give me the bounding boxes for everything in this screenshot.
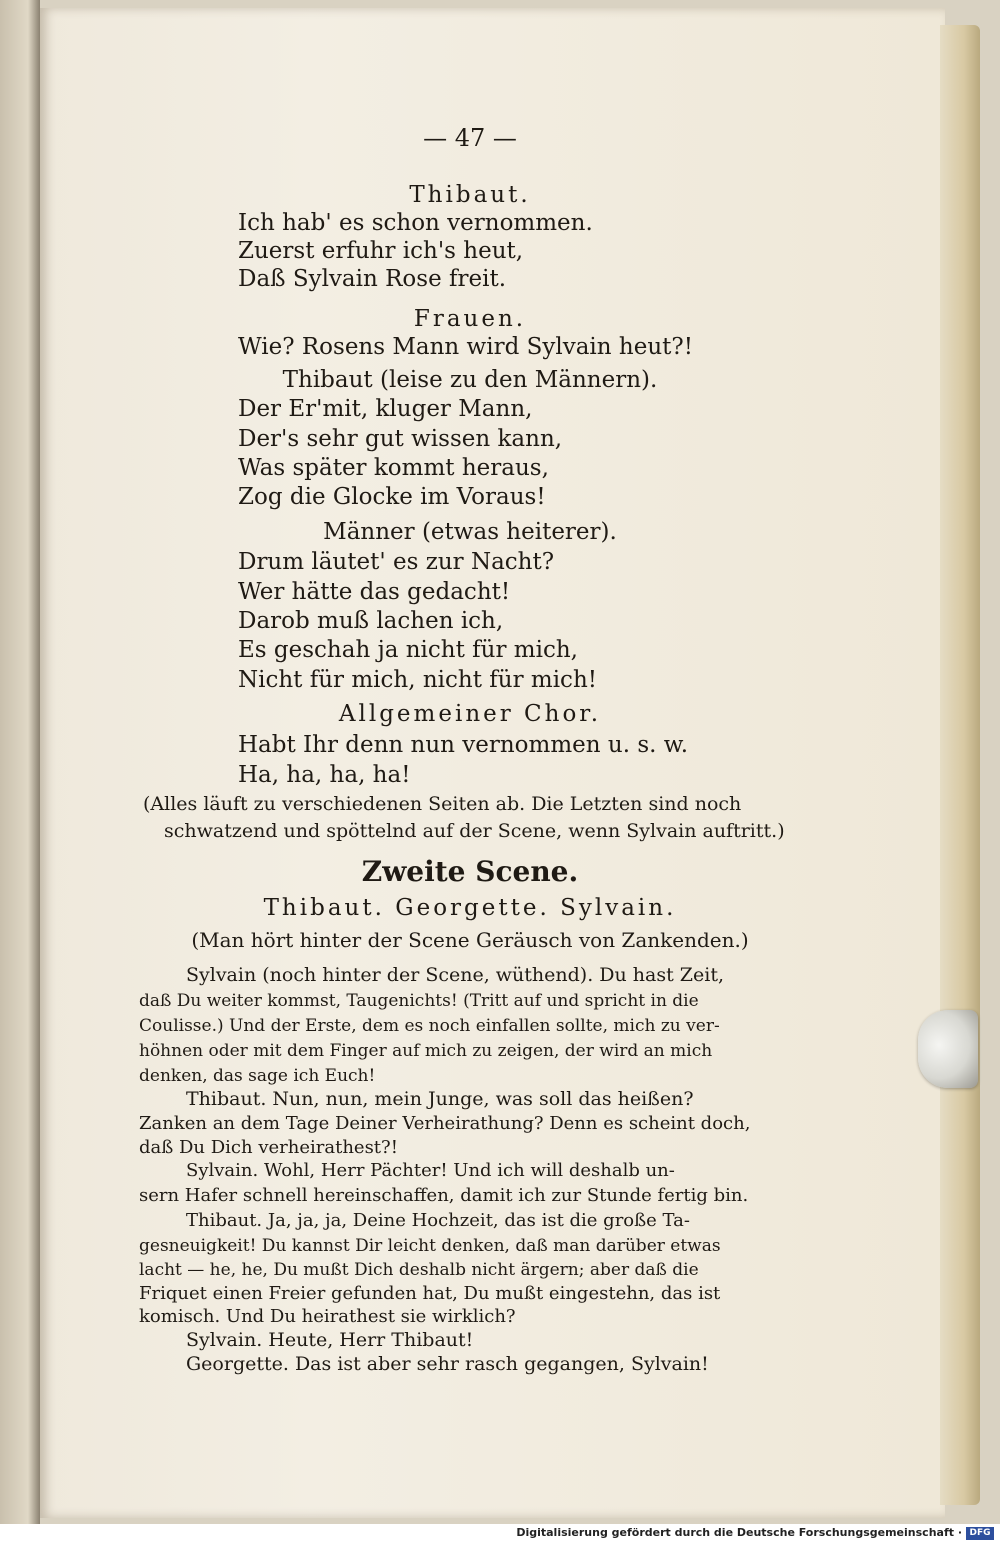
verse-line: Es geschah ja nicht für mich, [238,637,578,663]
speaker-heading: Frauen. [413,306,527,332]
verse-line: Der Er'mit, kluger Mann, [238,396,533,422]
verse-line: Wie? Rosens Mann wird Sylvain heut?! [238,334,693,360]
prose-line: sern Hafer schnell hereinschaffen, damit ich zur Stunde fertig bin. [139,1185,749,1206]
speaker-heading: Thibaut. [409,182,531,208]
verse-line: Ich hab' es schon vernommen. [238,210,593,236]
paper-clip [918,1010,978,1088]
verse-line: Drum läutet' es zur Nacht? [238,549,555,575]
verse-line: Was später kommt heraus, [238,455,549,481]
verse-line: Zog die Glocke im Voraus! [238,484,546,510]
verse-line: Habt Ihr denn nun vernommen u. s. w. [238,732,689,758]
prose-line: Zanken an dem Tage Deiner Verheirathung? Denn es scheint doch, [139,1113,751,1134]
prose-line: Sylvain. Heute, Herr Thibaut! [186,1329,474,1351]
prose-line: Coulisse.) Und der Erste, dem es noch einfallen sollte, mich zu ver- [139,1016,720,1036]
prose-line: gesneuigkeit! Du kannst Dir leicht denken, daß man darüber etwas [139,1236,721,1256]
scene-title: Zweite Scene. [361,855,579,888]
verse-line: Ha, ha, ha, ha! [238,762,411,788]
verse-line: Darob muß lachen ich, [238,608,504,634]
prose-line: Thibaut. Ja, ja, ja, Deine Hochzeit, das ist die große Ta- [186,1210,690,1231]
speaker-heading: Männer (etwas heiterer). [323,519,617,545]
left-page-edge [0,0,40,1543]
dfg-logo[interactable]: DFG [966,1527,994,1540]
prose-line: lacht — he, he, Du mußt Dich deshalb nicht ärgern; aber daß die [139,1260,699,1280]
digitization-footer [0,1524,1000,1543]
speaker-heading: Allgemeiner Chor. [338,701,602,727]
prose-line: Sylvain. Wohl, Herr Pächter! Und ich will deshalb un- [186,1160,675,1181]
prose-line: Thibaut. Nun, nun, mein Junge, was soll das heißen? [186,1088,694,1110]
verse-line: Nicht für mich, nicht für mich! [238,667,597,693]
prose-line: denken, das sage ich Euch! [139,1066,376,1086]
verse-line: Wer hätte das gedacht! [238,579,511,605]
stage-direction: (Alles läuft zu verschiedenen Seiten ab. Die Letzten sind noch [143,793,742,815]
stage-direction: schwatzend und spöttelnd auf der Scene, wenn Sylvain auftritt.) [164,820,785,842]
page-fore-edge [940,25,980,1505]
prose-line: daß Du Dich verheirathest?! [139,1137,398,1158]
verse-line: Zuerst erfuhr ich's heut, [238,238,524,264]
prose-line: komisch. Und Du heirathest sie wirklich? [139,1306,516,1327]
prose-line: Sylvain (noch hinter der Scene, wüthend). Du hast Zeit, [186,964,724,986]
prose-line: daß Du weiter kommst, Taugenichts! (Tritt auf und spricht in die [139,991,699,1011]
speaker-heading: Thibaut (leise zu den Männern). [282,367,658,393]
page-number: — 47 — [423,124,517,152]
prose-line: Friquet einen Freier gefunden hat, Du mußt eingestehn, das ist [139,1283,721,1304]
scene-characters: Thibaut. Georgette. Sylvain. [263,895,677,921]
prose-line: höhnen oder mit dem Finger auf mich zu zeigen, der wird an mich [139,1041,713,1061]
footer-credit: Digitalisierung gefördert durch die Deutsche Forschungsgemeinschaft · [516,1526,962,1539]
stage-direction: (Man hört hinter der Scene Geräusch von Zankenden.) [191,928,749,952]
verse-line: Der's sehr gut wissen kann, [238,426,563,452]
prose-line: Georgette. Das ist aber sehr rasch gegangen, Sylvain! [186,1353,709,1375]
verse-line: Daß Sylvain Rose freit. [238,266,507,292]
